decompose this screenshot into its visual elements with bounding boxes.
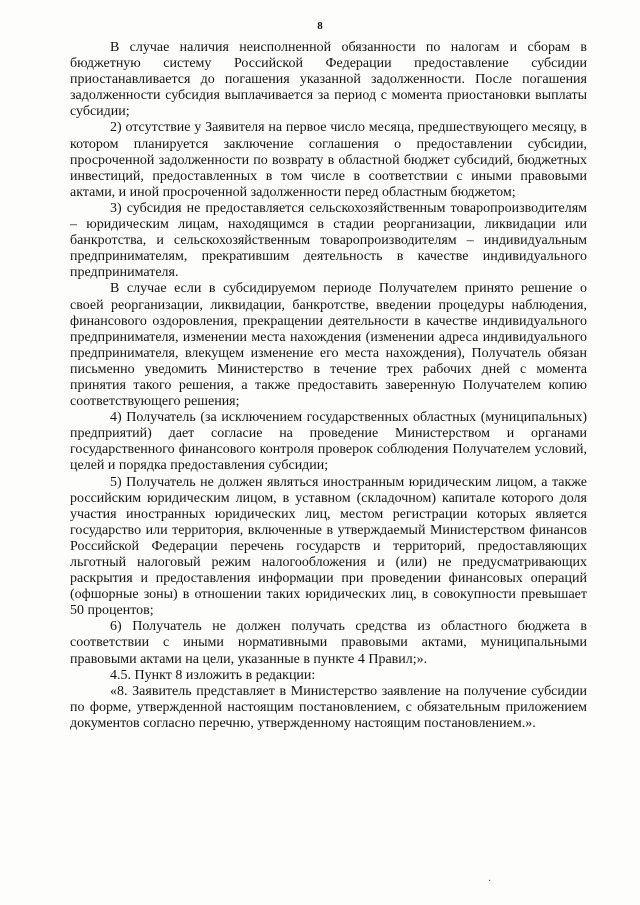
- paragraph-item-3-no-reorganization: 3) субсидия не предоставляется сельскохозяйственным товаропроизводителям – юридическим лицам, находящимся в стадии реорганизации, ликвидации или банкротства, и сельскохозяйственным товаропроизводителям – индивидуальным предпринимателям, прекратившим деятельность в качестве индивидуального предпринимателя.: [70, 200, 587, 281]
- paragraph-notification-obligation: В случае если в субсидируемом периоде Получателем принято решение о своей реорганизации, ликвидации, банкротстве, введении процедуры наблюдения, финансового оздоровления, прекращении деятельности в качестве индивидуального предпринимателя, изменении места нахождения (изменении адреса индивидуального предпринимателя, влекущем изменение его места нахождения), Получатель обязан письменно уведомить Министерство в течение трех рабочих дней с момента принятия такого решения, а также предоставить заверенную Получателем копию соответствующего решения;: [70, 281, 587, 410]
- paragraph-suspension-of-subsidy: В случае наличия неисполненной обязанности по налогам и сборам в бюджетную систему Российской Федерации предоставление субсидии приостанавливается до погашения указанной задолженности. После погашения задолженности субсидия выплачивается за период с момента приостановки выплаты субсидии;: [70, 40, 587, 120]
- paragraph-item-2-no-overdue-debt: 2) отсутствие у Заявителя на первое число месяца, предшествующего месяцу, в котором планируется заключение соглашения о предоставлении субсидии, просроченной задолженности по возврату в областной бюджет субсидий, бюджетных инвестиций, предоставленных в том числе в соответствии с иными правовыми актами, и иной просроченной задолженности перед областным бюджетом;: [70, 120, 587, 200]
- scan-dot-mark: ·: [488, 876, 492, 887]
- paragraph-new-clause-8: «8. Заявитель представляет в Министерство заявление на получение субсидии по форме, утвержденной настоящим постановлением, с обязательным приложением документов согласно перечню, утвержденному настоящим постановлением.».: [70, 683, 587, 731]
- paragraph-amendment-4-5: 4.5. Пункт 8 изложить в редакции:: [110, 667, 316, 683]
- paragraph-item-6-no-double-funding: 6) Получатель не должен получать средства из областного бюджета в соответствии с иными нормативными правовыми актами, муниципальными правовыми актами на цели, указанные в пункте 4 Правил;».: [70, 619, 587, 667]
- page-number: 8: [317, 20, 323, 32]
- document-body: [70, 40, 587, 732]
- paragraph-item-5-not-foreign-entity: 5) Получатель не должен являться иностранным юридическим лицом, а также российским юридическим лицом, в уставном (складочном) капитале которого доля участия иностранных юридических лиц, местом регистрации которых является государство или территория, включенные в утверждаемый Министерством финансов Российской Федерации перечень государств и территорий, предоставляющих льготный налоговый режим налогообложения и (или) не предусматривающих раскрытия и предоставления информации при проведении финансовых операций (офшорные зоны) в отношении таких юридических лиц, в совокупности превышает 50 процентов;: [70, 474, 587, 619]
- paragraph-item-4-consent-to-audit: 4) Получатель (за исключением государственных областных (муниципальных) предприятий) дает согласие на проведение Министерством и органами государственного финансового контроля проверок соблюдения Получателем условий, целей и порядка предоставления субсидии;: [70, 410, 587, 474]
